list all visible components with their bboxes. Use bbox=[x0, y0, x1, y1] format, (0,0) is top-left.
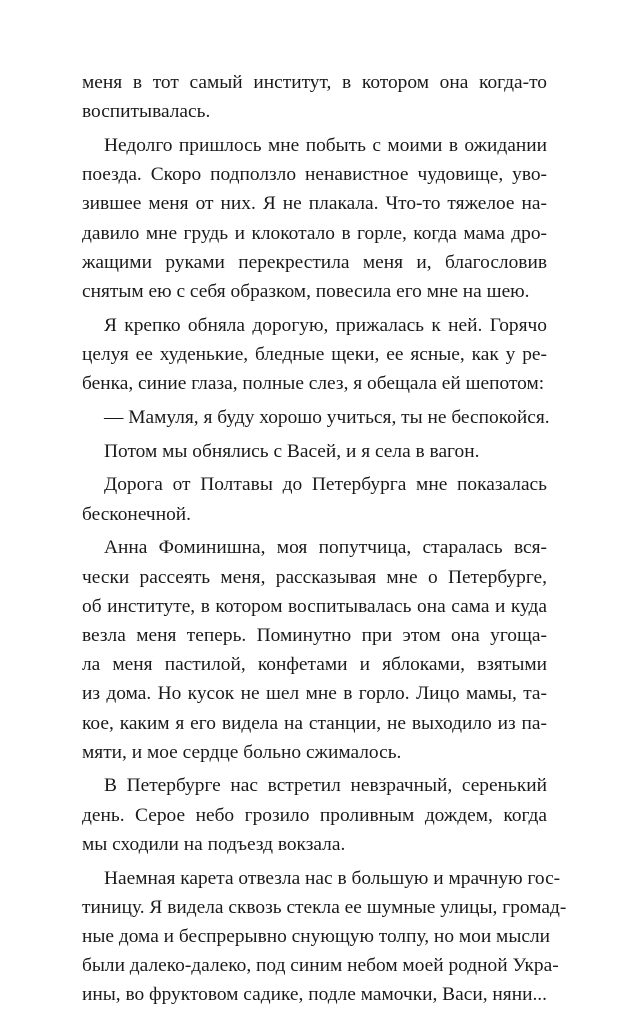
text-line: бенка, синие глаза, полные слез, я обещала ей шепотом: bbox=[82, 373, 545, 395]
paragraph bbox=[82, 311, 547, 399]
text-line: В Петербурге нас встретил невзрачный, серенький bbox=[104, 775, 547, 797]
text-line: Недолго пришлось мне побыть с моими в ожидании bbox=[104, 134, 547, 156]
text-line: ины, во фруктовом садике, подле мамочки, Васи, няни... bbox=[82, 984, 547, 1006]
paragraph bbox=[82, 470, 547, 528]
text-line: мы сходили на подъезд вокзала. bbox=[82, 833, 346, 855]
text-line: жащими руками перекрестила меня и, благословив bbox=[82, 251, 547, 273]
paragraph bbox=[82, 864, 567, 1010]
text-line: чески рассеять меня, рассказывая мне о Петербурге, bbox=[82, 566, 547, 588]
text-line: целуя ее худенькие, бледные щеки, ее ясные, как у ре- bbox=[82, 343, 547, 365]
text-line: меня в тот самый институт, в котором она когда-то bbox=[82, 72, 547, 93]
text-line: давило мне грудь и клокотало в горле, когда мама дро- bbox=[82, 222, 547, 244]
text-line: снятым ею с себя образком, повесила его мне на шею. bbox=[82, 280, 530, 302]
text-line: кое, каким я его видела на станции, не выходило из па- bbox=[82, 712, 547, 734]
paragraph bbox=[82, 131, 547, 306]
text-line: из дома. Но кусок не шел мне в горло. Лицо мамы, та- bbox=[82, 683, 547, 705]
text-line: Потом мы обнялись с Васей, и я села в вагон. bbox=[104, 440, 480, 462]
paragraph bbox=[82, 771, 547, 859]
text-line: ла меня пастилой, конфетами и яблоками, взятыми bbox=[82, 654, 547, 676]
text-line: Наемная карета отвезла нас в большую и мрачную гос- bbox=[104, 867, 561, 889]
text-line: ные дома и беспрерывно снующую толпу, но мои мысли bbox=[82, 926, 551, 947]
text-line: везла меня теперь. Поминутно при этом она угоща- bbox=[82, 624, 547, 646]
text-line: день. Серое небо грозило проливным дождем, когда bbox=[82, 804, 547, 826]
paragraph bbox=[82, 437, 547, 466]
paragraph bbox=[82, 533, 547, 767]
text-line: поезда. Скоро подползло ненавистное чудовище, уво- bbox=[82, 164, 547, 186]
text-line: были далеко-далеко, под синим небом моей родной Укра- bbox=[82, 955, 559, 977]
book-page bbox=[82, 68, 567, 1014]
text-line: зившее меня от них. Я не плакала. Что-то тяжелое на- bbox=[82, 193, 547, 215]
text-line: воспитывалась. bbox=[82, 101, 211, 123]
text-line: мяти, и мое сердце больно сжималось. bbox=[82, 741, 402, 763]
text-line: тиницу. Я видела сквозь стекла ее шумные улицы, громад- bbox=[82, 896, 567, 918]
paragraph bbox=[82, 68, 547, 126]
text-line: Дорога от Полтавы до Петербурга мне показалась bbox=[104, 474, 547, 496]
paragraph bbox=[82, 403, 550, 432]
text-line: Я крепко обняла дорогую, прижалась к ней. Горячо bbox=[104, 314, 547, 336]
text-line: Анна Фоминишна, моя попутчица, старалась вся- bbox=[104, 537, 547, 559]
text-body bbox=[82, 68, 567, 1010]
text-line: — Мамуля, я буду хорошо учиться, ты не беспокойся. bbox=[104, 406, 550, 428]
text-line: бесконечной. bbox=[82, 503, 191, 525]
text-line: об институте, в котором воспитывалась она сама и куда bbox=[82, 595, 547, 617]
